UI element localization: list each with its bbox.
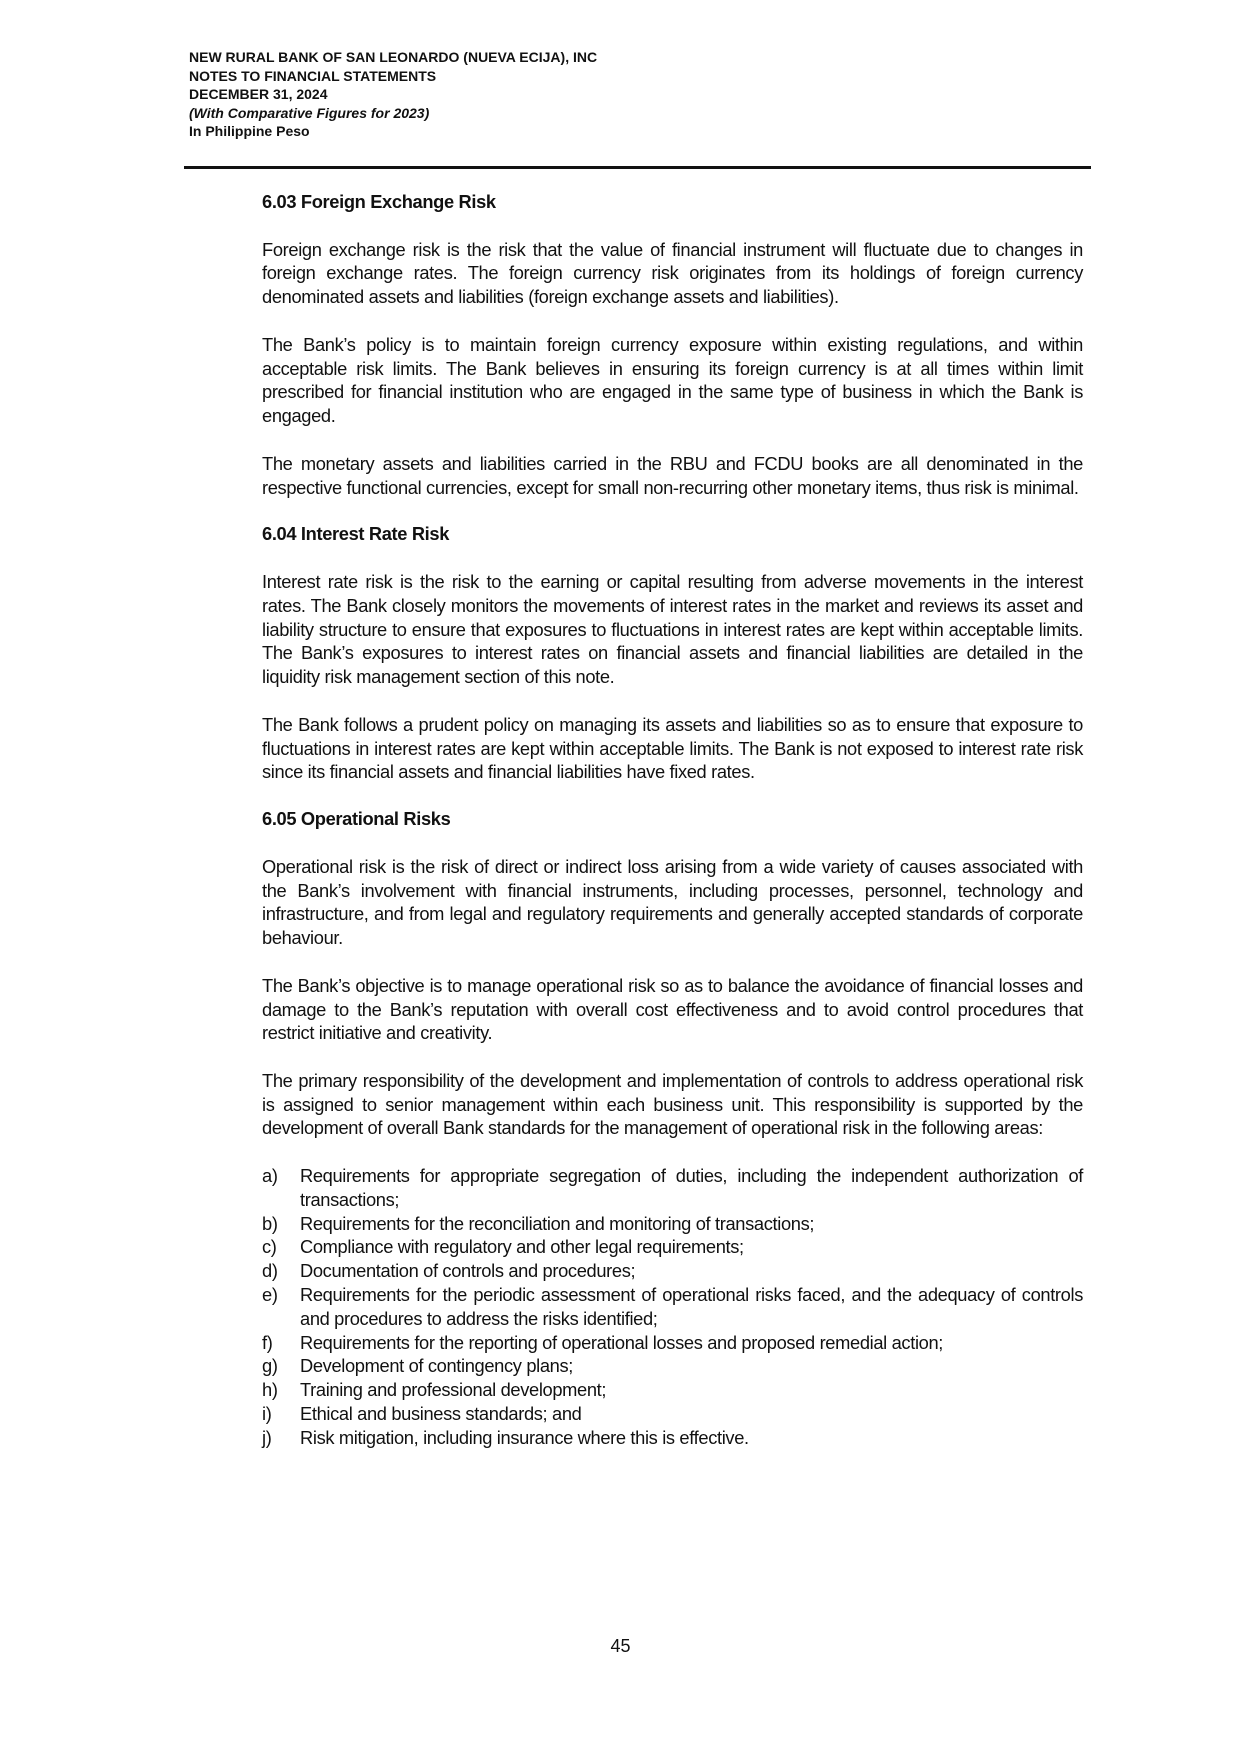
list-item-text: Compliance with regulatory and other legal requirements; <box>300 1236 744 1258</box>
list-item <box>262 1402 1083 1426</box>
list-marker: g) <box>262 1355 278 1377</box>
section-operational-risks <box>262 807 1083 1450</box>
list-item <box>262 1259 1083 1283</box>
page-number: 45 <box>610 1636 631 1656</box>
list-item-text: Ethical and business standards; and <box>300 1403 582 1425</box>
list-item <box>262 1283 1083 1331</box>
paragraph: Foreign exchange risk is the risk that the value of financial instrument will fluctuate due to changes in foreign exchange rates. The foreign currency risk originates from its holdings of foreign currency denominated assets and liabilities (foreign exchange assets and liabilities). <box>262 238 1083 308</box>
list-marker: a) <box>262 1165 278 1187</box>
list-item-text: Requirements for the reporting of operational losses and proposed remedial action; <box>300 1331 944 1353</box>
comparative-note: (With Comparative Figures for 2023) <box>189 104 430 121</box>
list-item-text: Documentation of controls and procedures; <box>300 1260 636 1282</box>
list-item-text: Requirements for the periodic assessment of operational risks faced, and the adequacy of controls and procedures to address the risks identified; <box>300 1284 1083 1329</box>
document-body <box>262 190 1083 1450</box>
paragraph: The Bank’s policy is to maintain foreign currency exposure within existing regulations, and within acceptable risk limits. The Bank believes in ensuring its foreign currency is at all times within limit prescribed for financial institution who are engaged in the same type of business in which the Bank is engaged. <box>262 333 1083 427</box>
list-item-text: Risk mitigation, including insurance where this is effective. <box>300 1426 749 1448</box>
section-interest-rate-risk <box>262 522 1083 784</box>
list-marker: b) <box>262 1212 278 1234</box>
section-heading: 6.05 Operational Risks <box>262 808 451 830</box>
paragraph: Operational risk is the risk of direct or indirect loss arising from a wide variety of causes associated with the Bank’s involvement with financial instruments, including processes, personnel, technology and infrastructure, and from legal and regulatory requirements and generally accepted standards of corporate behaviour. <box>262 855 1083 949</box>
section-heading: 6.03 Foreign Exchange Risk <box>262 191 496 212</box>
paragraph: The primary responsibility of the development and implementation of controls to address operational risk is assigned to senior management within each business unit. This responsibility is supported by the development of overall Bank standards for the management of operational risk in the following areas: <box>262 1069 1083 1139</box>
list-marker: j) <box>262 1426 272 1448</box>
list-item <box>262 1164 1083 1212</box>
paragraph: The Bank’s objective is to manage operational risk so as to balance the avoidance of financial losses and damage to the Bank’s reputation with overall cost effectiveness and to avoid control procedures that restrict initiative and creativity. <box>262 974 1083 1044</box>
list-item-text: Development of contingency plans; <box>300 1355 573 1377</box>
list-item <box>262 1212 1083 1236</box>
list-marker: c) <box>262 1236 277 1258</box>
company-name: NEW RURAL BANK OF SAN LEONARDO (NUEVA ECIJA), INC <box>189 49 598 65</box>
list-item <box>262 1331 1083 1355</box>
list-marker: f) <box>262 1331 273 1353</box>
list-marker: h) <box>262 1379 278 1401</box>
list-marker: d) <box>262 1260 278 1282</box>
currency-note: In Philippine Peso <box>189 123 310 139</box>
list-item-text: Training and professional development; <box>300 1379 607 1401</box>
list-marker: i) <box>262 1403 272 1425</box>
paragraph: Interest rate risk is the risk to the earning or capital resulting from adverse movements in the interest rates. The Bank closely monitors the movements of interest rates in the market and reviews its asset and liability structure to ensure that exposures to fluctuations in interest rates are kept within acceptable limits. The Bank’s exposures to interest rates on financial assets and financial liabilities are detailed in the liquidity risk management section of this note. <box>262 570 1083 688</box>
list-item <box>262 1378 1083 1402</box>
list-item <box>262 1354 1083 1378</box>
section-foreign-exchange-risk <box>262 190 1083 499</box>
list-item-text: Requirements for appropriate segregation of duties, including the independent authorization of transactions; <box>300 1165 1083 1210</box>
list-item-text: Requirements for the reconciliation and monitoring of transactions; <box>300 1212 815 1234</box>
document-title: NOTES TO FINANCIAL STATEMENTS <box>189 67 437 84</box>
list-item <box>262 1426 1083 1450</box>
document-header <box>189 48 597 141</box>
list-marker: e) <box>262 1284 278 1306</box>
list-item <box>262 1235 1083 1259</box>
statement-date: DECEMBER 31, 2024 <box>189 86 328 102</box>
paragraph: The monetary assets and liabilities carried in the RBU and FCDU books are all denominated in the respective functional currencies, except for small non-recurring other monetary items, thus risk is minimal. <box>262 452 1083 498</box>
paragraph: The Bank follows a prudent policy on managing its assets and liabilities so as to ensure that exposure to fluctuations in interest rates are kept within acceptable limits. The Bank is not exposed to interest rate risk since its financial assets and financial liabilities have fixed rates. <box>262 713 1083 783</box>
header-divider <box>184 166 1091 169</box>
operational-risk-areas-list <box>262 1164 1083 1450</box>
section-heading: 6.04 Interest Rate Risk <box>262 523 450 545</box>
